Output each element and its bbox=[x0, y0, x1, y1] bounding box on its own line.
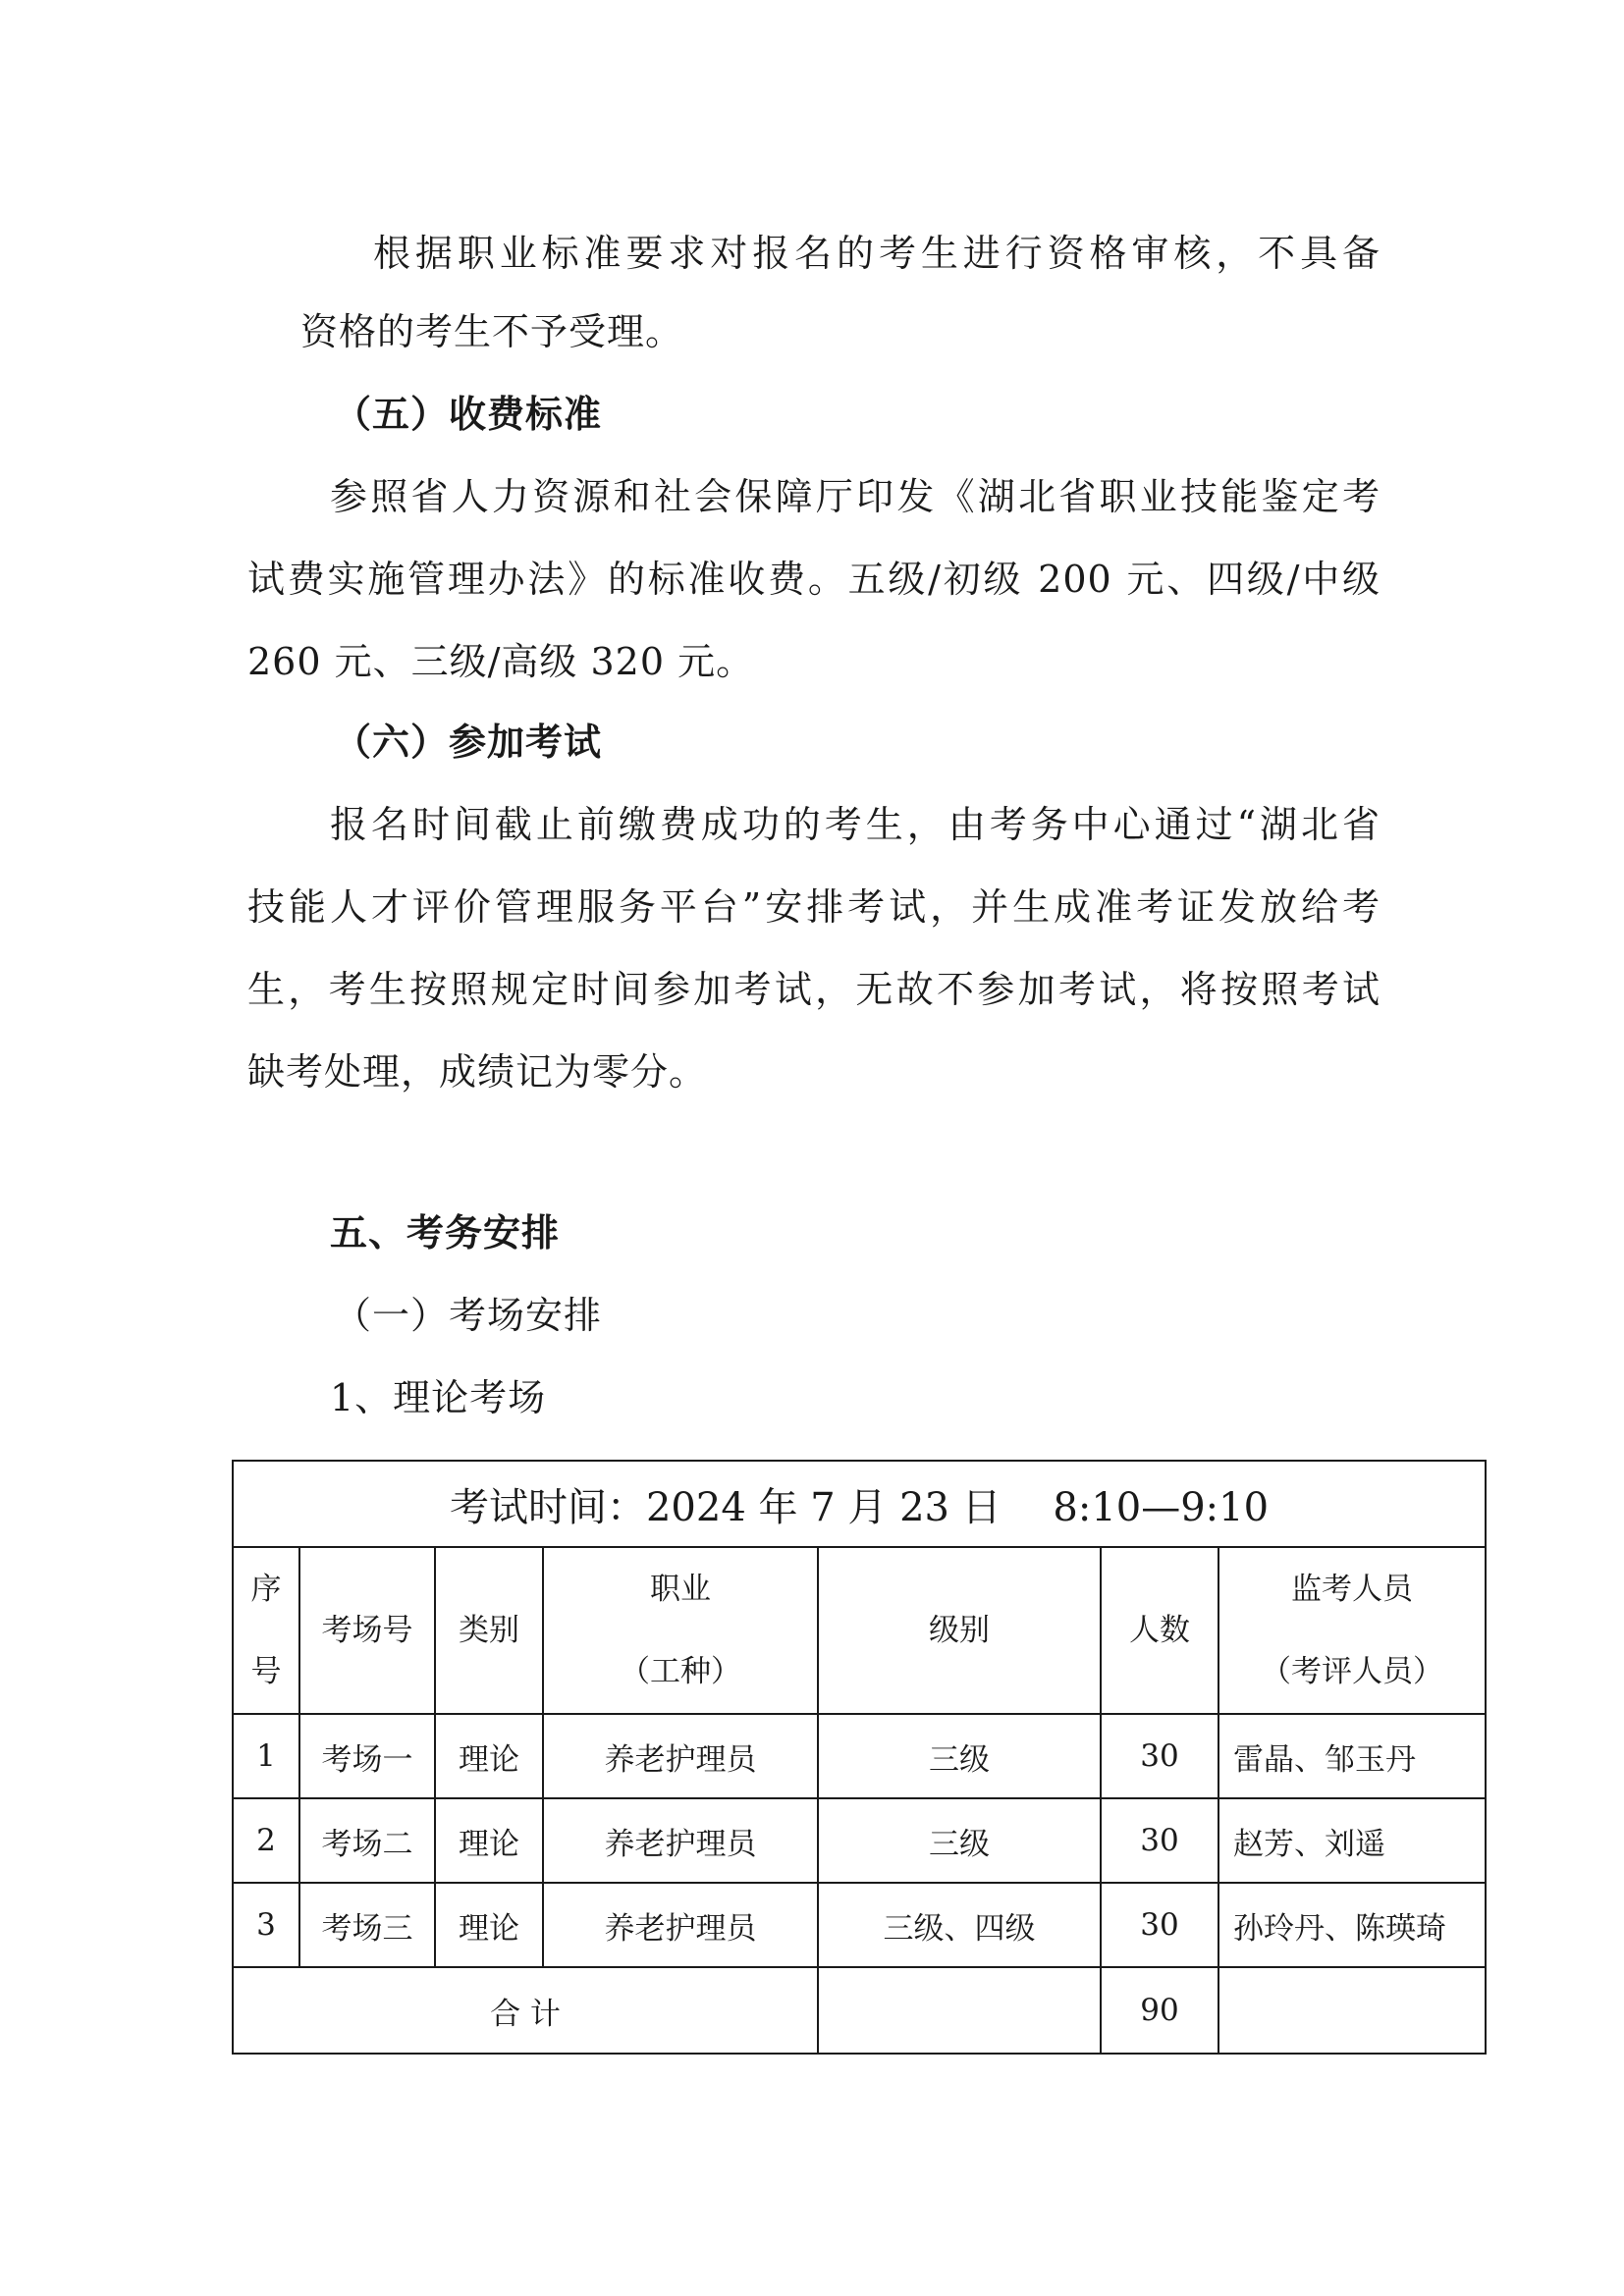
paragraph-line: 根据职业标准要求对报名的考生进行资格审核，不具备 bbox=[373, 232, 1380, 275]
table-row bbox=[233, 1883, 1486, 1967]
table-total-row bbox=[233, 1967, 1486, 2054]
table-row bbox=[233, 1714, 1486, 1798]
total-count: 90 bbox=[1101, 1967, 1218, 2054]
cell-seq: 1 bbox=[233, 1714, 299, 1798]
paragraph-line: 260 元、三级/高级 320 元。 bbox=[247, 640, 755, 683]
cell-room: 考场一 bbox=[299, 1714, 435, 1798]
header-proctors: 监考人员 （考评人员） bbox=[1218, 1547, 1486, 1714]
cell-level: 三级 bbox=[818, 1714, 1101, 1798]
paragraph-line: 技能人才评价管理服务平台”安排考试，并生成准考证发放给考 bbox=[247, 885, 1380, 929]
paragraph-line: 试费实施管理办法》的标准收费。五级/初级 200 元、四级/中级 bbox=[247, 558, 1380, 601]
paragraph-line: 报名时间截止前缴费成功的考生，由考务中心通过“湖北省 bbox=[330, 803, 1380, 846]
total-proctors-empty bbox=[1218, 1967, 1486, 2054]
section-heading-5: 五、考务安排 bbox=[330, 1210, 561, 1255]
table-header-row bbox=[233, 1547, 1486, 1714]
cell-category: 理论 bbox=[435, 1714, 543, 1798]
header-count: 人数 bbox=[1101, 1547, 1218, 1714]
cell-category: 理论 bbox=[435, 1883, 543, 1967]
header-level: 级别 bbox=[818, 1547, 1101, 1714]
cell-job: 养老护理员 bbox=[543, 1798, 818, 1883]
cell-count: 30 bbox=[1101, 1798, 1218, 1883]
cell-proctors: 孙玲丹、陈瑛琦 bbox=[1218, 1883, 1486, 1967]
cell-category: 理论 bbox=[435, 1798, 543, 1883]
subheading-theory-rooms: 1、理论考场 bbox=[330, 1376, 547, 1419]
cell-count: 30 bbox=[1101, 1714, 1218, 1798]
cell-proctors: 雷晶、邹玉丹 bbox=[1218, 1714, 1486, 1798]
header-seq: 序 号 bbox=[233, 1547, 299, 1714]
cell-count: 30 bbox=[1101, 1883, 1218, 1967]
exam-schedule-table bbox=[232, 1460, 1487, 2055]
header-room: 考场号 bbox=[299, 1547, 435, 1714]
section-heading-fee: （五）收费标准 bbox=[334, 392, 603, 436]
total-label: 合 计 bbox=[233, 1967, 818, 2054]
cell-job: 养老护理员 bbox=[543, 1714, 818, 1798]
subheading-exam-rooms: （一）考场安排 bbox=[334, 1294, 603, 1337]
table-title: 考试时间：2024 年 7 月 23 日 8:10—9:10 bbox=[233, 1461, 1486, 1547]
cell-seq: 3 bbox=[233, 1883, 299, 1967]
section-heading-exam: （六）参加考试 bbox=[334, 720, 603, 764]
cell-seq: 2 bbox=[233, 1798, 299, 1883]
cell-proctors: 赵芳、刘遥 bbox=[1218, 1798, 1486, 1883]
total-level-empty bbox=[818, 1967, 1101, 2054]
header-category: 类别 bbox=[435, 1547, 543, 1714]
paragraph-line: 参照省人力资源和社会保障厅印发《湖北省职业技能鉴定考 bbox=[330, 475, 1380, 518]
cell-level: 三级、四级 bbox=[818, 1883, 1101, 1967]
paragraph-line: 缺考处理，成绩记为零分。 bbox=[247, 1050, 708, 1094]
paragraph-line: 资格的考生不予受理。 bbox=[300, 310, 684, 353]
paragraph-line: 生，考生按照规定时间参加考试，无故不参加考试，将按照考试 bbox=[247, 968, 1380, 1011]
cell-room: 考场三 bbox=[299, 1883, 435, 1967]
cell-room: 考场二 bbox=[299, 1798, 435, 1883]
header-job: 职业 （工种） bbox=[543, 1547, 818, 1714]
table-row bbox=[233, 1798, 1486, 1883]
cell-level: 三级 bbox=[818, 1798, 1101, 1883]
cell-job: 养老护理员 bbox=[543, 1883, 818, 1967]
